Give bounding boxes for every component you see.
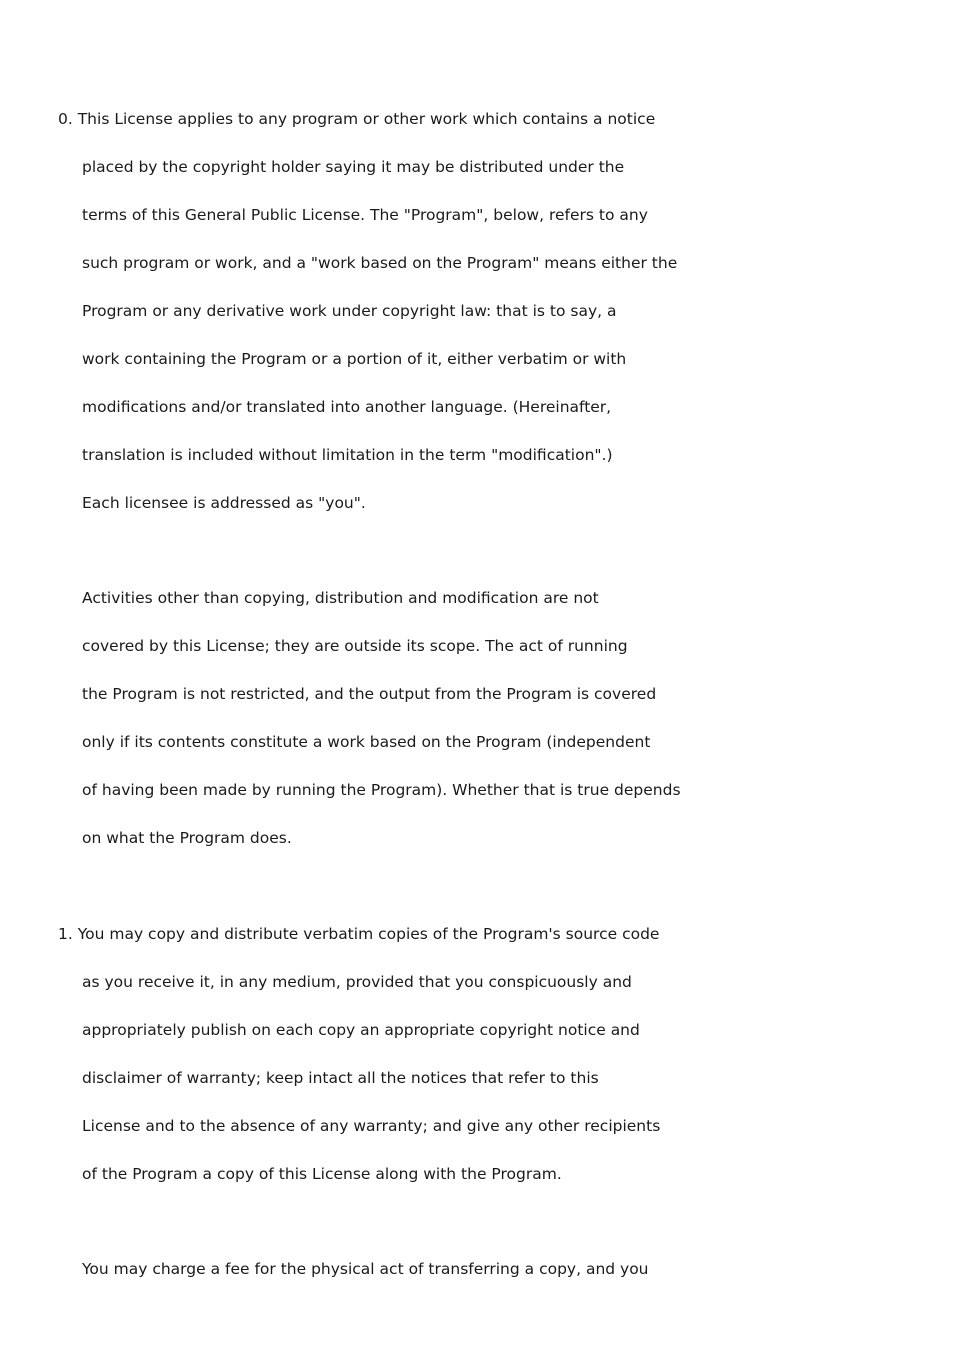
text-line: 0. This License applies to any program or other work which contains a notice bbox=[58, 110, 656, 128]
text-line: terms of this General Public License. The "Program", below, refers to any bbox=[82, 206, 648, 224]
text-line: placed by the copyright holder saying it may be distributed under the bbox=[82, 158, 625, 176]
text-line: modifications and/or translated into another language. (Hereinafter, bbox=[82, 398, 612, 416]
text-line: covered by this License; they are outside its scope. The act of running bbox=[82, 637, 628, 655]
text-line: disclaimer of warranty; keep intact all the notices that refer to this bbox=[82, 1069, 599, 1087]
text-line: of the Program a copy of this License along with the Program. bbox=[82, 1165, 562, 1183]
text-line: only if its contents constitute a work based on the Program (independent bbox=[82, 733, 651, 751]
text-line: Program or any derivative work under copyright law: that is to say, a bbox=[82, 302, 617, 320]
paragraph-section-1-continued bbox=[0, 1245, 649, 1293]
text-line: as you receive it, in any medium, provided that you conspicuously and bbox=[82, 973, 632, 991]
text-line: the Program is not restricted, and the output from the Program is covered bbox=[82, 685, 657, 703]
text-line: Activities other than copying, distribution and modification are not bbox=[82, 589, 599, 607]
paragraph-section-1 bbox=[0, 910, 660, 1198]
paragraph-section-0 bbox=[0, 95, 677, 527]
text-line: on what the Program does. bbox=[82, 829, 292, 847]
text-line: License and to the absence of any warranty; and give any other recipients bbox=[82, 1117, 661, 1135]
text-line: 1. You may copy and distribute verbatim copies of the Program's source code bbox=[58, 925, 660, 943]
text-line: translation is included without limitation in the term "modification".) bbox=[82, 446, 613, 464]
text-line: You may charge a fee for the physical act of transferring a copy, and you bbox=[82, 1260, 649, 1278]
text-line: appropriately publish on each copy an appropriate copyright notice and bbox=[82, 1021, 640, 1039]
text-line: work containing the Program or a portion of it, either verbatim or with bbox=[82, 350, 627, 368]
text-line: Each licensee is addressed as "you". bbox=[82, 494, 366, 512]
text-line: of having been made by running the Program). Whether that is true depends bbox=[82, 781, 681, 799]
text-line: such program or work, and a "work based on the Program" means either the bbox=[82, 254, 678, 272]
paragraph-section-0-continued bbox=[0, 574, 681, 862]
